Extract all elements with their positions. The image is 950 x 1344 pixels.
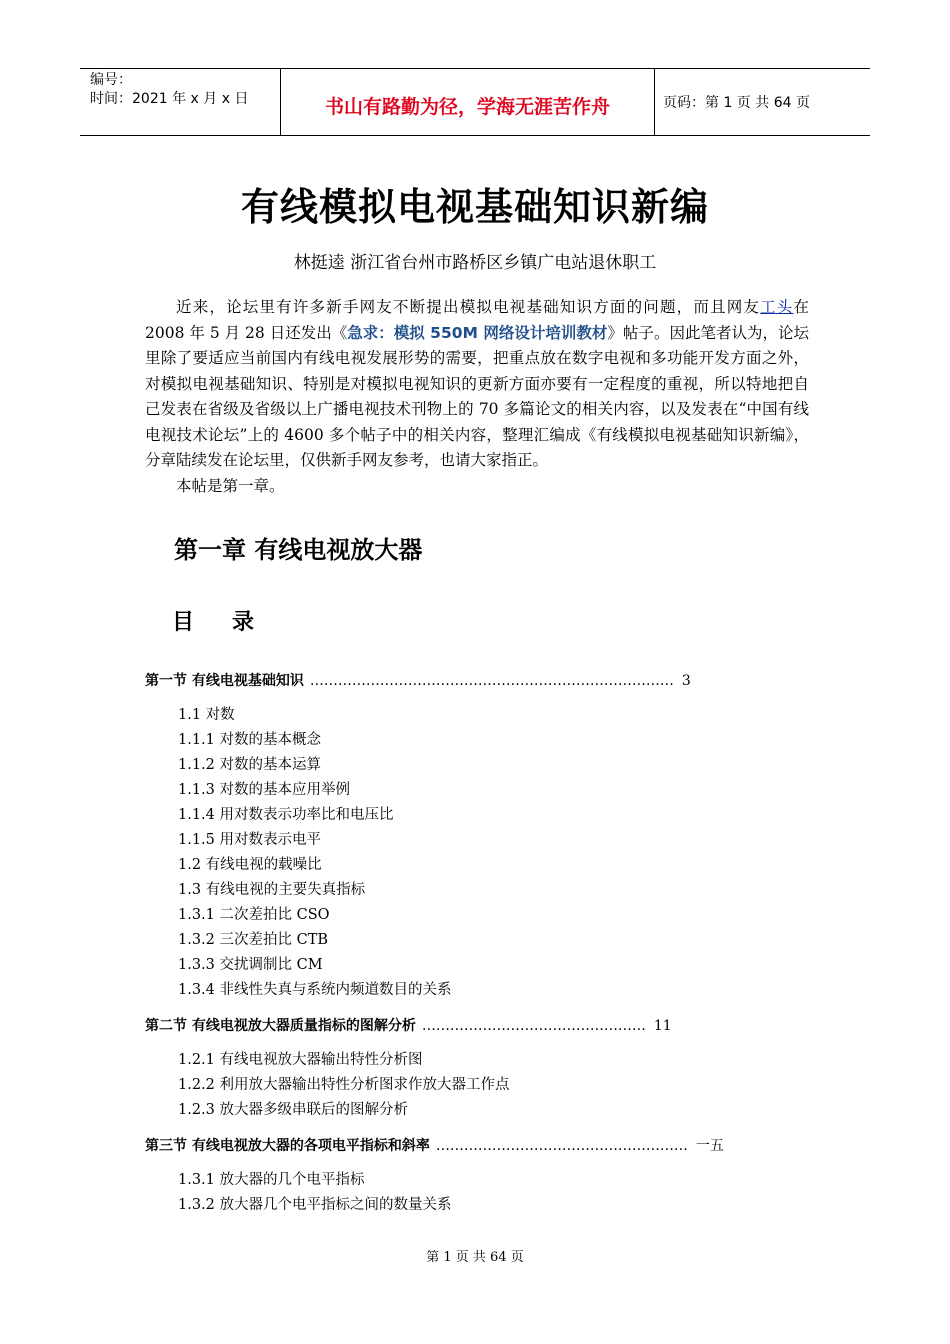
toc-section-label: 第三节 有线电视放大器的各项电平指标和斜率 (145, 1138, 430, 1154)
toc-item[interactable]: 1.1.3 对数的基本应用举例 (178, 782, 351, 798)
toc-item[interactable]: 1.3.3 交扰调制比 CM (178, 957, 323, 973)
toc-leader-dots: ……………………………………………… (435, 1138, 688, 1154)
toc-section-3[interactable] (145, 1135, 825, 1159)
page-footer: 第 1 页 共 64 页 (426, 1250, 524, 1265)
toc-item[interactable]: 1.2.2 利用放大器输出特性分析图求作放大器工作点 (178, 1077, 510, 1093)
intro-paragraph-2: 本帖是第一章。 (176, 476, 285, 495)
toc-section-label: 第一节 有线电视基础知识 (145, 673, 304, 689)
toc-item[interactable]: 1.3.4 非线性失真与系统内频道数目的关系 (178, 982, 452, 998)
toc-section-3-items (145, 1168, 825, 1218)
intro-text-b: 在 2008 年 5 月 28 日还发出《 (145, 298, 809, 342)
page-header (80, 68, 870, 136)
intro-text-c: 》帖子。因此笔者认为，论坛里除了要适应当前国内有线电视发展形势的需要，把重点放在数字电视和多功能开发方面之外，对模拟电视基础知识、特别是对模拟电视知识的更新方面亦要有一定程度的重视，所以特地把自己发表在省级及省级以上广播电视技术刊物上的 70 多篇论文的相关内容，以及发表在“中国有线电视技术论坛”上的 4600 多个帖子中的相关内容，整理汇编成《有线模拟电视基础知识新编》，分章陆续发在论坛里，仅供新手网友参考，也请大家指正。 (145, 323, 809, 469)
toc-leader-dots: …………………………………………………………………… (309, 673, 674, 689)
toc-item[interactable]: 1.2 有线电视的载噪比 (178, 857, 322, 873)
toc-item[interactable]: 1.1.4 用对数表示功率比和电压比 (178, 807, 394, 823)
toc-item[interactable]: 1.3.1 放大器的几个电平指标 (178, 1172, 365, 1188)
toc-item[interactable]: 1.1.1 对数的基本概念 (178, 732, 322, 748)
toc-item[interactable]: 1.1.5 用对数表示电平 (178, 832, 322, 848)
toc-page-number: 一五 (695, 1138, 724, 1154)
toc-item[interactable]: 1.2.3 放大器多级串联后的图解分析 (178, 1102, 409, 1118)
toc-section-1-items (145, 703, 825, 1003)
user-link-gongtou[interactable]: 工头 (760, 298, 794, 316)
table-of-contents (145, 670, 825, 1230)
toc-page-number: 11 (653, 1018, 672, 1034)
post-title-link[interactable]: 急求：模拟 550M 网络设计培训教材 (347, 323, 608, 342)
toc-leader-dots: ………………………………………… (421, 1018, 646, 1034)
toc-item[interactable]: 1.3.2 三次差拍比 CTB (178, 932, 329, 948)
toc-item[interactable]: 1.3.2 放大器几个电平指标之间的数量关系 (178, 1197, 452, 1213)
toc-item[interactable]: 1.3 有线电视的主要失真指标 (178, 882, 366, 898)
document-title: 有线模拟电视基础知识新编 (240, 185, 709, 229)
chapter-title: 第一章 有线电视放大器 (174, 536, 423, 564)
toc-item[interactable]: 1.2.1 有线电视放大器输出特性分析图 (178, 1052, 423, 1068)
intro-text (145, 295, 809, 499)
toc-section-2[interactable] (145, 1015, 825, 1039)
header-number: 编号： (90, 72, 132, 88)
intro-paragraph-1 (145, 295, 809, 474)
header-page-info: 页码：第 1 页 共 64 页 (663, 95, 810, 111)
header-meta (80, 69, 281, 135)
intro-text-a: 近来，论坛里有许多新手网友不断提出模拟电视基础知识方面的问题，而且网友 (176, 298, 761, 316)
toc-item[interactable]: 1.3.1 二次差拍比 CSO (178, 907, 330, 923)
toc-section-label: 第二节 有线电视放大器质量指标的图解分析 (145, 1018, 416, 1034)
toc-section-2-items (145, 1048, 825, 1123)
toc-item[interactable]: 1.1.2 对数的基本运算 (178, 757, 322, 773)
author-line: 林挺逵 浙江省台州市路桥区乡镇广电站退休职工 (293, 253, 657, 273)
toc-item[interactable]: 1.1 对数 (178, 707, 235, 723)
header-motto: 书山有路勤为径，学海无涯苦作舟 (281, 69, 655, 135)
toc-section-1[interactable] (145, 670, 825, 694)
toc-heading: 目录 (172, 610, 293, 635)
header-time: 时间：2021 年 x 月 x 日 (90, 91, 249, 107)
toc-page-number: 3 (681, 673, 691, 689)
